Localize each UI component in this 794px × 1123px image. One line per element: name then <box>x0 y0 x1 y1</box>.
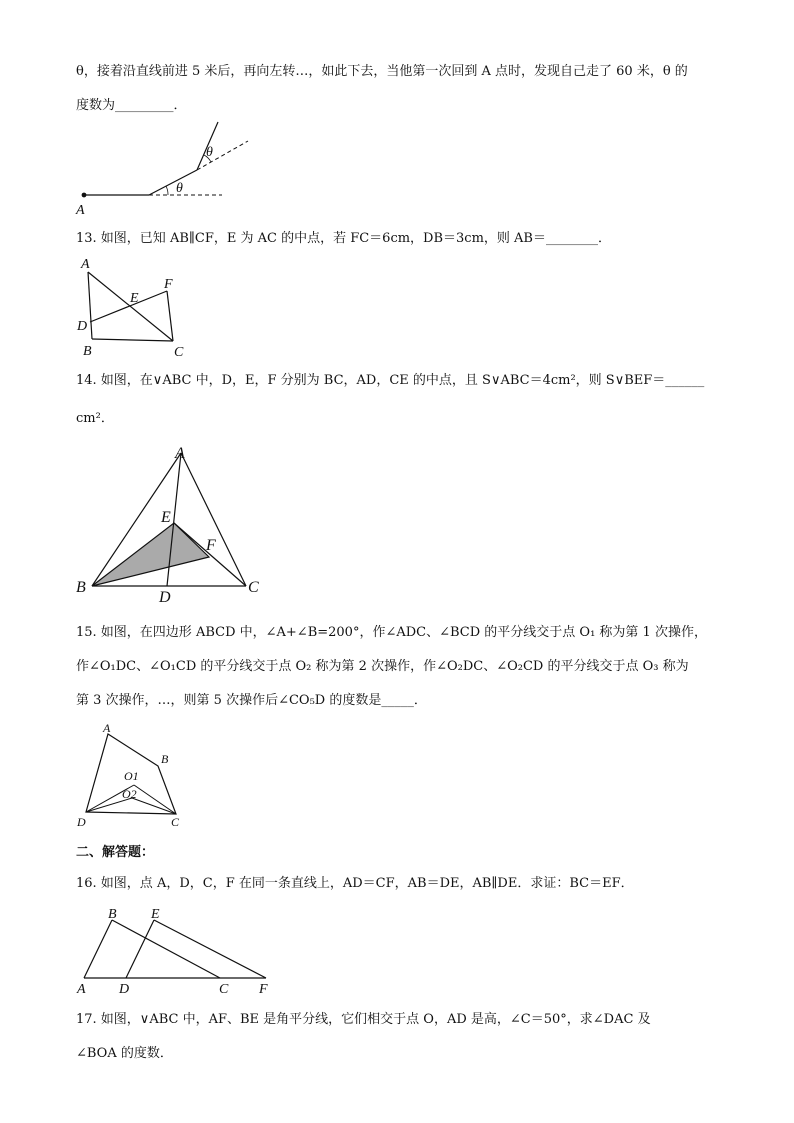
q16-label-c: C <box>219 982 229 997</box>
q12-label-theta-upper: θ <box>206 145 213 160</box>
question-15 <box>76 616 726 718</box>
q15-label-o1: O1 <box>124 769 139 783</box>
section-2-title: 二、解答题： <box>76 845 155 860</box>
q16-text: 16. 如图，点 A，D，C，F 在同一条直线上，AD＝CF，AB＝DE，AB∥DE．求证：BC＝EF． <box>76 876 634 891</box>
q14-label-b: B <box>76 579 86 596</box>
q13-label-b: B <box>83 344 92 359</box>
question-16 <box>76 867 726 901</box>
q14-line2: cm²． <box>76 411 114 426</box>
q16-label-a: A <box>77 982 86 997</box>
q16-figure <box>75 905 285 997</box>
q16-label-b: B <box>108 907 117 922</box>
q14-label-f: F <box>206 537 216 554</box>
question-12 <box>76 55 726 123</box>
q14-shaded-triangle-bef <box>92 523 209 586</box>
q14-label-a: A <box>175 445 185 462</box>
q13-label-e: E <box>130 291 139 306</box>
q15-label-c: C <box>171 815 180 829</box>
q17-line2: ∠BOA 的度数． <box>76 1046 173 1061</box>
q13-figure <box>75 255 195 360</box>
q16-label-f: F <box>259 982 268 997</box>
q14-line1: 14. 如图，在∨ABC 中，D，E，F 分别为 BC，AD，CE 的中点，且 S∨ABC＝4cm²，则 S∨BEF＝______ <box>76 373 705 388</box>
question-17 <box>76 1003 726 1071</box>
q13-label-a: A <box>81 257 90 272</box>
q15-line2: 作∠O₁DC、∠O₁CD 的平分线交于点 O₂ 称为第 2 次操作，作∠O₂DC、∠O₂CD 的平分线交于点 O₃ 称为 <box>76 659 689 674</box>
q14-label-d: D <box>159 589 171 606</box>
question-14 <box>76 362 726 438</box>
q14-label-c: C <box>248 579 259 596</box>
q15-figure <box>72 718 202 830</box>
q15-label-d: D <box>77 815 86 829</box>
q15-label-a: A <box>103 721 111 735</box>
q16-label-d: D <box>119 982 130 997</box>
q16-label-e: E <box>151 907 160 922</box>
question-13 <box>76 222 726 256</box>
section-2-heading <box>76 836 726 870</box>
q13-text: 13. 如图，已知 AB∥CF，E 为 AC 的中点，若 FC＝6cm，DB＝3cm，则 AB＝________． <box>76 231 611 246</box>
q12-label-theta-lower: θ <box>176 181 183 196</box>
q15-line1: 15. 如图，在四边形 ABCD 中，∠A+∠B=200°，作∠ADC、∠BCD 的平分线交于点 O₁ 称为第 1 次操作， <box>76 625 707 640</box>
q14-label-e: E <box>161 509 171 526</box>
q17-line1: 17. 如图，∨ABC 中，AF、BE 是角平分线，它们相交于点 O，AD 是高，∠C＝50°，求∠DAC 及 <box>76 1012 651 1027</box>
q15-line3: 第 3 次操作，…，则第 5 次操作后∠CO₅D 的度数是_____． <box>76 693 427 708</box>
q13-label-c: C <box>174 345 184 360</box>
q12-line2: 度数为_________． <box>76 98 187 113</box>
q14-figure <box>72 440 272 610</box>
q13-label-d: D <box>77 319 88 334</box>
q13-label-f: F <box>164 277 173 292</box>
q12-label-a: A <box>76 203 85 218</box>
q15-label-o2: O2 <box>122 787 137 801</box>
q12-figure <box>70 118 260 218</box>
q12-line1: θ，接着沿直线前进 5 米后，再向左转…，如此下去，当他第一次回到 A 点时，发现自己走了 60 米，θ 的 <box>76 64 688 79</box>
q15-label-b: B <box>161 752 169 766</box>
